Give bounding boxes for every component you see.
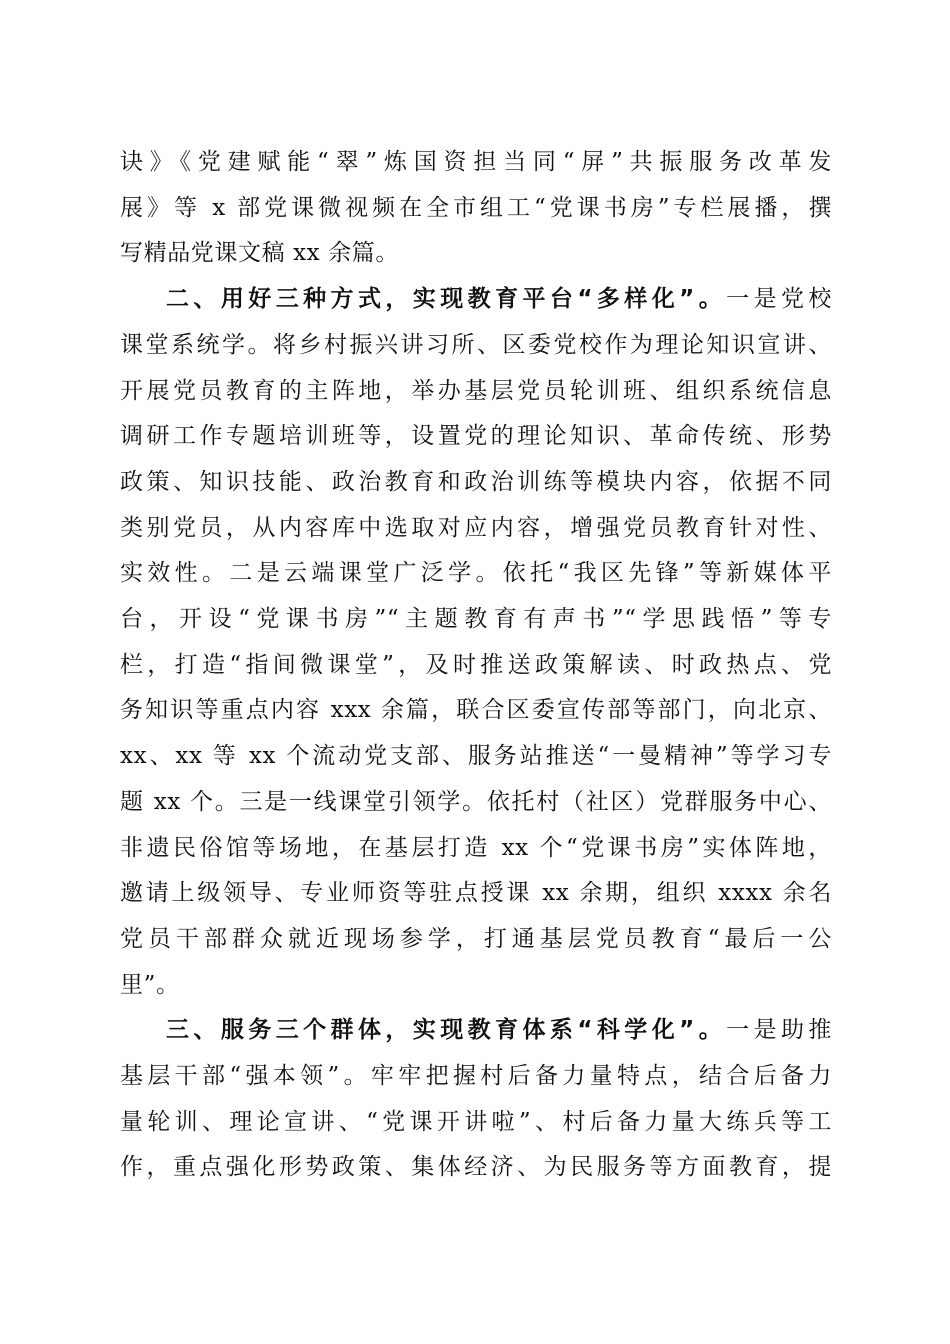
- text-line: 开展党员教育的主阵地，举办基层党员轮训班、组织系统信息: [120, 377, 832, 404]
- text-line: 邀请上级领导、专业师资等驻点授课 xx 余期，组织 xxxx 余名: [120, 880, 832, 907]
- section-heading: 三、服务三个群体，实现教育体系“科学化”。: [166, 1017, 727, 1044]
- text-line: 诀》《党建赋能“翠”炼国资担当同“屏”共振服务改革发: [120, 149, 832, 175]
- text-line: 题 xx 个。三是一线课堂引领学。依托村（社区）党群服务中心、: [120, 788, 832, 815]
- document-body: [120, 140, 832, 1191]
- text-line: 实效性。二是云端课堂广泛学。依托“我区先锋”等新媒体平: [120, 560, 832, 587]
- text-line: 课堂系统学。将乡村振兴讲习所、区委党校作为理论知识宣讲、: [120, 331, 832, 358]
- paragraph-section-two: [120, 277, 832, 1008]
- text-line: 台，开设“党课书房”“主题教育有声书”“学思践悟”等专: [120, 606, 832, 633]
- text-line: 党员干部群众就近现场参学，打通基层党员教育“最后一公: [120, 925, 832, 952]
- paragraph-section-three: [120, 1008, 832, 1191]
- text-line: 调研工作专题培训班等，设置党的理论知识、革命传统、形势: [120, 423, 832, 450]
- text-line: 写精品党课文稿 xx 余篇。: [120, 240, 399, 267]
- text-line: 类别党员，从内容库中选取对应内容，增强党员教育针对性、: [120, 514, 832, 541]
- first-line: [120, 277, 832, 323]
- paragraph-continuation: [120, 140, 832, 277]
- text-line: xx、xx 等 xx 个流动党支部、服务站推送“一曼精神”等学习专: [120, 743, 832, 770]
- first-line: [120, 1008, 832, 1054]
- text-line: 栏，打造“指间微课堂”，及时推送政策解读、时政热点、党: [120, 651, 832, 678]
- text-line: 政策、知识技能、政治教育和政治训练等模块内容，依据不同: [120, 468, 832, 495]
- text-line: 展》等 x 部党课微视频在全市组工“党课书房”专栏展播，撰: [120, 194, 832, 221]
- text-line: 量轮训、理论宣讲、“党课开讲啦”、村后备力量大练兵等工: [120, 1108, 832, 1135]
- text-line: 基层干部“强本领”。牢牢把握村后备力量特点，结合后备力: [120, 1063, 832, 1090]
- text-line: 非遗民俗馆等场地，在基层打造 xx 个“党课书房”实体阵地，: [120, 834, 832, 861]
- section-heading: 二、用好三种方式，实现教育平台“多样化”。: [166, 286, 727, 313]
- text-line: 里”。: [120, 971, 180, 998]
- text-line: 作，重点强化形势政策、集体经济、为民服务等方面教育，提: [120, 1154, 832, 1181]
- text-run: 一是助推: [726, 1017, 832, 1044]
- text-line: 务知识等重点内容 xxx 余篇，联合区委宣传部等部门，向北京、: [120, 697, 832, 724]
- text-run: 一是党校: [726, 286, 832, 313]
